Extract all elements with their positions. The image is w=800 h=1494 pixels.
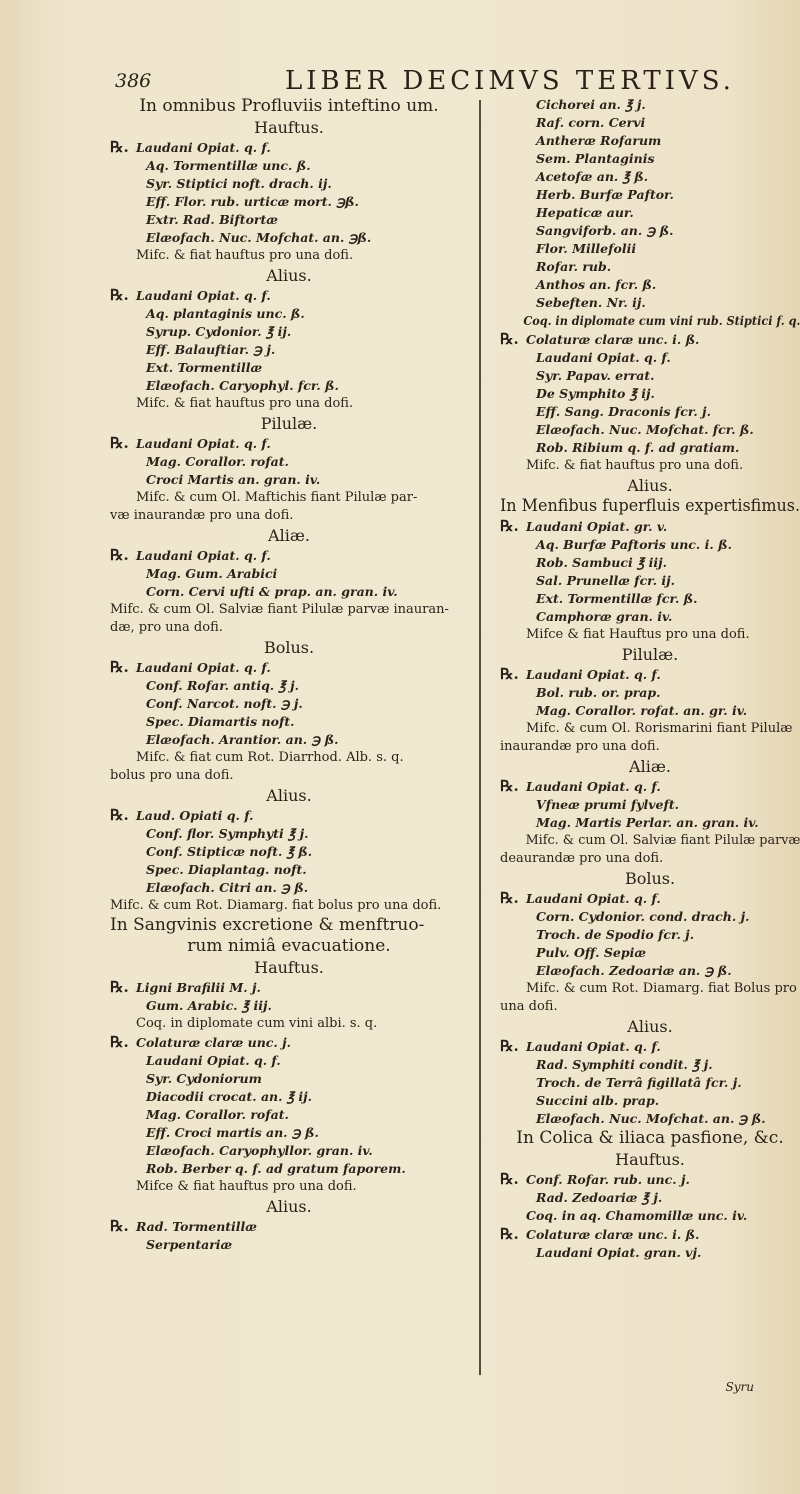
ingredient-line: Elæofach. Citri an. ℈ ß. xyxy=(146,880,309,895)
ingredient-line: Diacodii crocat. an. ℥ ij. xyxy=(146,1089,313,1104)
ingredient-line: Conf. Stipticæ noft. ℥ ß. xyxy=(146,844,313,859)
ingredient-line: Rad. Symphiti condit. ℥ j. xyxy=(536,1057,713,1072)
prescription-line xyxy=(500,889,800,908)
recipe-symbol: ℞. xyxy=(500,330,519,348)
recipe-symbol: ℞. xyxy=(110,546,129,564)
ingredient-line: Antheræ Rofarum xyxy=(536,133,662,148)
ingredient-line: Sebeften. Nr. ij. xyxy=(536,295,646,310)
prescription-text: Conf. Rofar. rub. unc. j. xyxy=(526,1172,690,1187)
instruction-line: Coq. in diplomate cum vini albi. s. q. xyxy=(136,1016,378,1031)
instruction-line: Mifc. & fiat cum Rot. Diarrhod. Alb. s. q. xyxy=(136,750,404,765)
recipe-heading: Alius. xyxy=(266,786,312,805)
prescription-text: Laudani Opiat. gr. v. xyxy=(526,519,668,534)
recipe-heading: Bolus. xyxy=(263,638,315,657)
recipe-symbol: ℞. xyxy=(110,1217,129,1235)
prescription-line xyxy=(110,138,468,157)
running-head: LIBER DECIMVS TERTIVS. xyxy=(285,66,735,96)
ingredient-line: Ext. Tormentillæ xyxy=(146,360,263,375)
ingredient-line: Eff. Croci martis an. ℈ ß. xyxy=(146,1125,319,1140)
ingredient-line: Camphoræ gran. iv. xyxy=(536,609,673,624)
ingredient-line: Troch. de Spodio fcr. j. xyxy=(536,927,695,942)
recipe-symbol: ℞. xyxy=(500,1170,519,1188)
ingredient-line: Herb. Burfæ Paftor. xyxy=(536,187,674,202)
ingredient-line: Conf. Narcot. noft. ℈ j. xyxy=(146,696,303,711)
ingredient-line: Hepaticæ aur. xyxy=(536,205,634,220)
ingredient-line: Eff. Balauftiar. ℈ j. xyxy=(146,342,276,357)
prescription-line xyxy=(110,1033,468,1052)
ingredient-line: Conf. flor. Symphyti ℥ j. xyxy=(146,826,309,841)
ingredient-line: Conf. Rofar. antiq. ℥ j. xyxy=(146,678,299,693)
ingredient-line: Sem. Plantaginis xyxy=(536,151,655,166)
page-number: 386 xyxy=(115,70,152,92)
ingredient-line: Rad. Zedoariæ ℥ j. xyxy=(536,1190,663,1205)
ingredient-line: Rob. Sambuci ℥ iij. xyxy=(536,555,668,570)
ingredient-line: Spec. Diaplantag. noft. xyxy=(146,862,307,877)
recipe-symbol: ℞. xyxy=(110,434,129,452)
ingredient-line: Coq. in diplomate cum vini rub. Stiptici f. q. xyxy=(523,313,800,328)
ingredient-line: Extr. Rad. Biftortæ xyxy=(146,212,278,227)
recipe-symbol: ℞. xyxy=(500,517,519,535)
ingredient-line: Syr. Cydoniorum xyxy=(146,1071,262,1086)
ingredient-line: Mag. Corallor. rofat. an. gr. iv. xyxy=(536,703,748,718)
recipe-symbol: ℞. xyxy=(110,286,129,304)
recipe-heading: Hauftus. xyxy=(615,1150,685,1169)
ingredient-line: Syrup. Cydonior. ℥ ij. xyxy=(146,324,292,339)
right-column xyxy=(500,96,800,1262)
instruction-line: Mifce & fiat Hauftus pro una dofi. xyxy=(526,627,750,642)
instruction-line: væ inaurandæ pro una dofi. xyxy=(110,508,294,523)
recipe-symbol: ℞. xyxy=(110,1033,129,1051)
ingredient-line: Elæofach. Caryophyl. fcr. ß. xyxy=(146,378,339,393)
section-title: In omnibus Profluviis inteftino um. xyxy=(139,96,439,116)
instruction-line: una dofi. xyxy=(500,999,558,1014)
prescription-line xyxy=(500,1170,800,1189)
ingredient-line: Croci Martis an. gran. iv. xyxy=(146,472,321,487)
recipe-symbol: ℞. xyxy=(500,889,519,907)
ingredient-line: Elæofach. Nuc. Mofchat. fcr. ß. xyxy=(536,422,754,437)
ingredient-line: Mag. Martis Perlar. an. gran. iv. xyxy=(536,815,759,830)
prescription-text: Rad. Tormentillæ xyxy=(136,1219,257,1234)
prescription-line xyxy=(110,546,468,565)
recipe-heading: Alius. xyxy=(266,1197,312,1216)
ingredient-line: Rofar. rub. xyxy=(536,259,612,274)
ingredient-line: Elæofach. Zedoariæ an. ℈ ß. xyxy=(536,963,732,978)
ingredient-line: Coq. in aq. Chamomillæ unc. iv. xyxy=(526,1208,748,1223)
ingredient-line: Spec. Diamartis noft. xyxy=(146,714,295,729)
ingredient-line: Serpentariæ xyxy=(146,1237,233,1252)
ingredient-line: De Symphito ℥ ij. xyxy=(536,386,655,401)
prescription-text: Laudani Opiat. q. f. xyxy=(136,548,271,563)
ingredient-line: Mag. Corallor. rofat. xyxy=(146,454,289,469)
instruction-line: Mifc. & cum Rot. Diamarg. fiat bolus pro una dofi. xyxy=(110,898,442,913)
prescription-text: Laud. Opiati q. f. xyxy=(136,808,254,823)
instruction-line: Mifc. & fiat hauftus pro una dofi. xyxy=(526,458,744,473)
left-column xyxy=(110,96,468,1254)
ingredient-line: Succini alb. prap. xyxy=(536,1093,660,1108)
recipe-heading: Alius. xyxy=(627,1017,673,1036)
prescription-line xyxy=(500,330,800,349)
instruction-line: Mifce & fiat hauftus pro una dofi. xyxy=(136,1179,357,1194)
prescription-text: Ligni Brafilii M. j. xyxy=(136,980,261,995)
recipe-heading: Alius. xyxy=(627,476,673,495)
prescription-text: Colaturæ claræ unc. i. ß. xyxy=(526,1227,700,1242)
ingredient-line: Aq. Burfæ Paftoris unc. i. ß. xyxy=(536,537,732,552)
ingredient-line: Gum. Arabic. ℥ iij. xyxy=(146,998,272,1013)
column-divider xyxy=(479,100,481,1375)
ingredient-line: Eff. Flor. rub. urticæ mort. ℈ß. xyxy=(146,194,359,209)
prescription-line xyxy=(110,978,468,997)
ingredient-line: Cichorei an. ℥ j. xyxy=(536,97,646,112)
instruction-line: Mifc. & cum Ol. Rorismarini fiant Pilulæ xyxy=(526,721,793,736)
ingredient-line: Acetofæ an. ℥ ß. xyxy=(536,169,649,184)
prescription-line xyxy=(500,517,800,536)
recipe-symbol: ℞. xyxy=(110,806,129,824)
ingredient-line: Rob. Ribium q. f. ad gratiam. xyxy=(536,440,740,455)
ingredient-line: Corn. Cydonior. cond. drach. j. xyxy=(536,909,750,924)
recipe-heading: Aliæ. xyxy=(629,757,671,776)
instruction-line: Mifc. & cum Ol. Salviæ fiant Pilulæ parvæ xyxy=(525,833,800,848)
instruction-line: dæ, pro una dofi. xyxy=(110,620,223,635)
prescription-line xyxy=(500,777,800,796)
recipe-heading: Alius. xyxy=(266,266,312,285)
recipe-symbol: ℞. xyxy=(500,1037,519,1055)
ingredient-line: Mag. Gum. Arabici xyxy=(146,566,278,581)
section-title: rum nimiâ evacuatione. xyxy=(187,936,391,956)
recipe-heading: Pilulæ. xyxy=(621,645,679,664)
ingredient-line: Vfneæ prumi fylveft. xyxy=(536,797,679,812)
ingredient-line: Elæofach. Caryophyllor. gran. iv. xyxy=(146,1143,373,1158)
prescription-line xyxy=(110,434,468,453)
ingredient-line: Laudani Opiat. q. f. xyxy=(536,350,671,365)
ingredient-line: Laudani Opiat. gran. vj. xyxy=(536,1245,702,1260)
ingredient-line: Anthos an. fcr. ß. xyxy=(536,277,657,292)
ingredient-line: Sangviforb. an. ℈ ß. xyxy=(536,223,674,238)
ingredient-line: Syr. Stiptici noft. drach. ij. xyxy=(146,176,332,191)
recipe-heading: Hauftus. xyxy=(254,118,324,137)
instruction-line: Mifc. & fiat hauftus pro una dofi. xyxy=(136,396,354,411)
recipe-heading: Bolus. xyxy=(624,869,676,888)
recipe-symbol: ℞. xyxy=(500,777,519,795)
ingredient-line: Raf. corn. Cervi xyxy=(536,115,646,130)
recipe-heading: Pilulæ. xyxy=(260,414,318,433)
recipe-symbol: ℞. xyxy=(110,658,129,676)
prescription-line xyxy=(500,665,800,684)
ingredient-line: Elæofach. Nuc. Mofchat. an. ℈ ß. xyxy=(536,1111,766,1126)
recipe-symbol: ℞. xyxy=(500,665,519,683)
instruction-line: Mifc. & cum Rot. Diamarg. fiat Bolus pro xyxy=(526,981,797,996)
prescription-text: Laudani Opiat. q. f. xyxy=(136,288,271,303)
prescription-line xyxy=(110,1217,468,1236)
prescription-line xyxy=(500,1037,800,1056)
instruction-line: Mifc. & cum Ol. Salviæ fiant Pilulæ parvæ inauran- xyxy=(110,602,449,617)
recipe-symbol: ℞. xyxy=(110,138,129,156)
recipe-heading: Hauftus. xyxy=(254,958,324,977)
ingredient-line: Troch. de Terrâ figillatâ fcr. j. xyxy=(536,1075,742,1090)
recipe-symbol: ℞. xyxy=(110,978,129,996)
ingredient-line: Elæofach. Arantior. an. ℈ ß. xyxy=(146,732,339,747)
instruction-line: Mifc. & fiat hauftus pro una dofi. xyxy=(136,248,354,263)
ingredient-line: Eff. Sang. Draconis fcr. j. xyxy=(536,404,711,419)
ingredient-line: Aq. Tormentillæ unc. ß. xyxy=(146,158,311,173)
ingredient-line: Pulv. Off. Sepiæ xyxy=(536,945,646,960)
prescription-text: Laudani Opiat. q. f. xyxy=(136,140,271,155)
prescription-line xyxy=(110,806,468,825)
section-title: In Sangvinis excretione & menftruo- xyxy=(110,915,425,935)
ingredient-line: Rob. Berber q. f. ad gratum faporem. xyxy=(146,1161,406,1176)
prescription-text: Laudani Opiat. q. f. xyxy=(526,1039,661,1054)
section-title: In Colica & iliaca pasfione, &c. xyxy=(516,1128,784,1148)
prescription-text: Colaturæ claræ unc. j. xyxy=(136,1035,291,1050)
ingredient-line: Aq. plantaginis unc. ß. xyxy=(146,306,305,321)
prescription-line xyxy=(110,286,468,305)
ingredient-line: Laudani Opiat. q. f. xyxy=(146,1053,281,1068)
prescription-text: Laudani Opiat. q. f. xyxy=(526,891,661,906)
ingredient-line: Ext. Tormentillæ fcr. ß. xyxy=(536,591,698,606)
ingredient-line: Mag. Corallor. rofat. xyxy=(146,1107,289,1122)
prescription-text: Laudani Opiat. q. f. xyxy=(526,667,661,682)
instruction-line: inaurandæ pro una dofi. xyxy=(500,739,660,754)
recipe-heading: Aliæ. xyxy=(268,526,310,545)
instruction-line: bolus pro una dofi. xyxy=(110,768,234,783)
instruction-line: Mifc. & cum Ol. Maftichis fiant Pilulæ par- xyxy=(136,490,418,505)
prescription-text: Laudani Opiat. q. f. xyxy=(526,779,661,794)
prescription-text: Colaturæ claræ unc. i. ß. xyxy=(526,332,700,347)
ingredient-line: Corn. Cervi ufti & prap. an. gran. iv. xyxy=(146,584,398,599)
ingredient-line: Flor. Millefolii xyxy=(536,241,637,256)
ingredient-line: Bol. rub. or. prap. xyxy=(536,685,661,700)
instruction-line: deaurandæ pro una dofi. xyxy=(500,851,664,866)
prescription-text: Laudani Opiat. q. f. xyxy=(136,436,271,451)
prescription-line xyxy=(500,1225,800,1244)
prescription-text: Laudani Opiat. q. f. xyxy=(136,660,271,675)
section-title: In Menfibus fuperfluis expertisfimus. xyxy=(500,496,800,516)
recipe-symbol: ℞. xyxy=(500,1225,519,1243)
ingredient-line: Syr. Papav. errat. xyxy=(536,368,655,383)
ingredient-line: Elæofach. Nuc. Mofchat. an. ℈ß. xyxy=(146,230,372,245)
catchword: Syru xyxy=(725,1380,754,1394)
ingredient-line: Sal. Prunellæ fcr. ij. xyxy=(536,573,675,588)
prescription-line xyxy=(110,658,468,677)
